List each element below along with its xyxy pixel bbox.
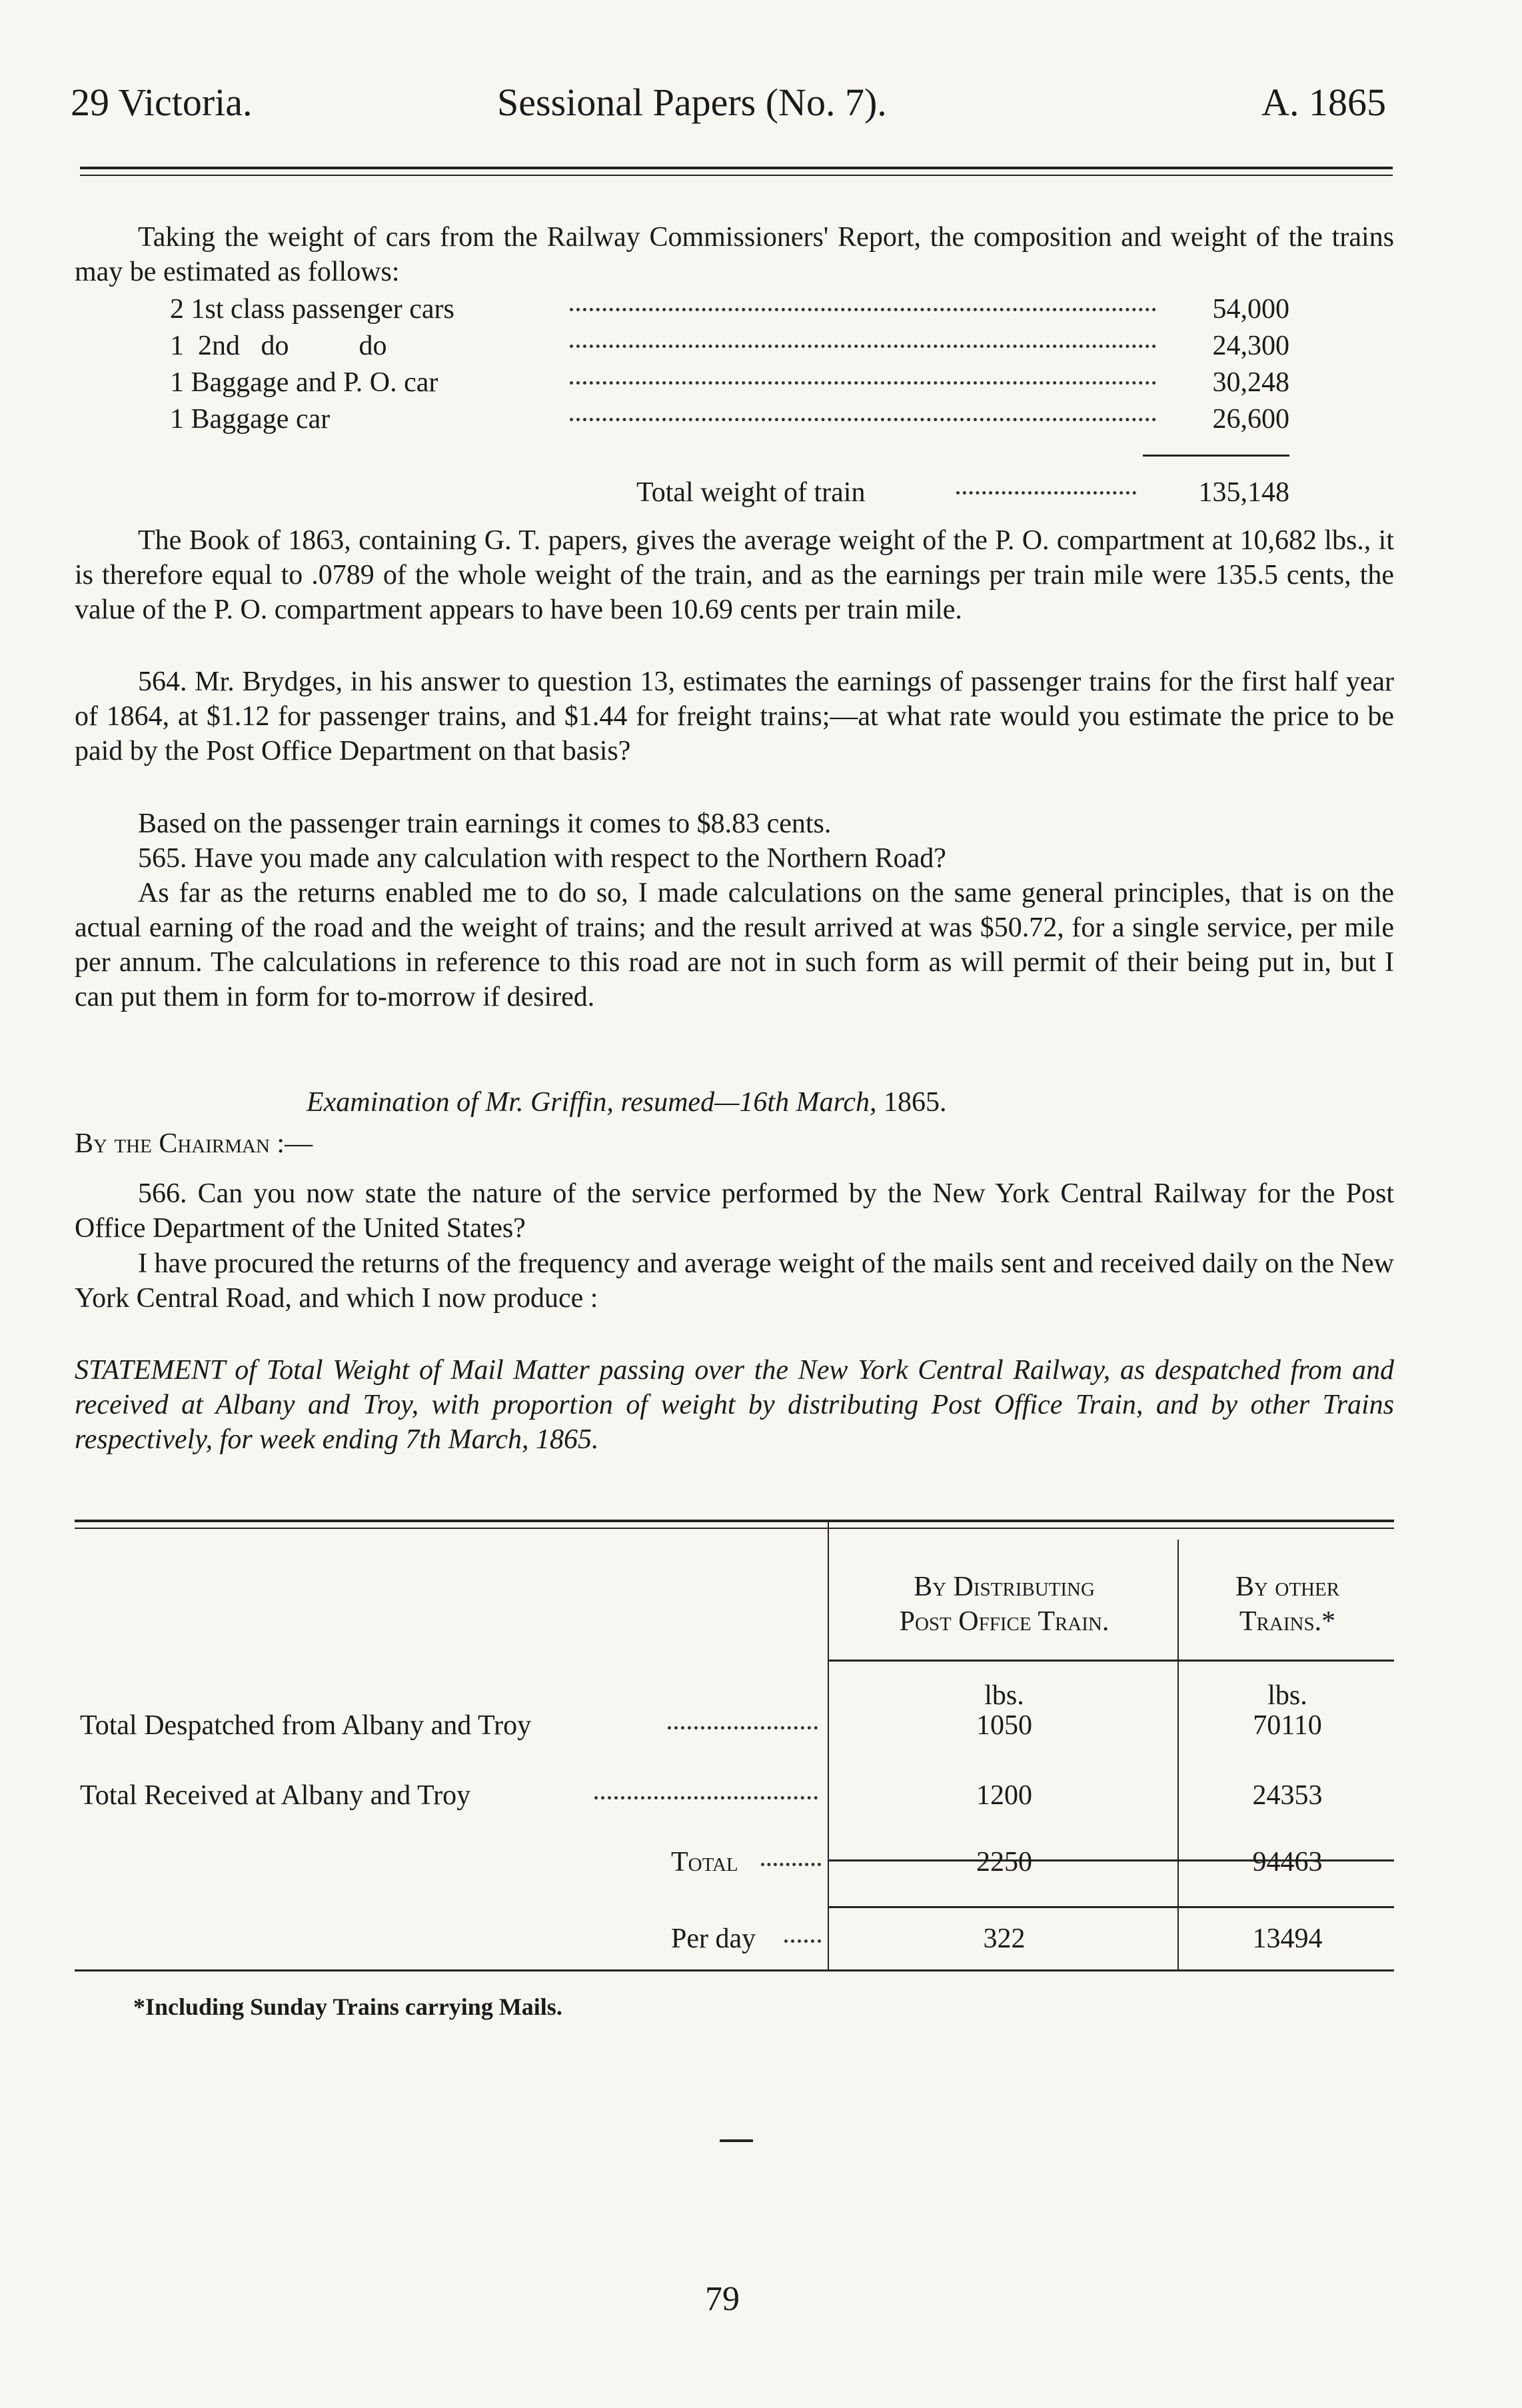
car-weight-list: [170, 293, 1289, 440]
total-weight-row: [170, 477, 1289, 513]
header-rule: [80, 167, 1393, 176]
section-dash: [720, 2139, 753, 2142]
paragraph-text: 565. Have you made any calculation with respect to the Northern Road?: [138, 843, 946, 874]
list-item: [170, 330, 1289, 367]
statement-caption: [75, 1353, 1394, 1457]
table-cell: 1050: [976, 1710, 1032, 1741]
paragraph-text: The Book of 1863, containing G. T. papers, gives the average weight of the P. O. compartment at 10,682 lbs., it is therefore equal to .0789 of the whole weight of the train, and as the earnings per train mile were 135.5 cents, the value of the P. O. compartment appears to have been 10.69 cents per train mile.: [75, 525, 1394, 625]
mail-weight-table: [75, 1520, 1394, 1986]
column-divider: [828, 1520, 829, 1969]
header-line: Post Office Train.: [899, 1606, 1110, 1637]
row-label: Total: [671, 1847, 738, 1877]
chairman-text: By the Chairman :—: [75, 1128, 313, 1159]
unit-label: lbs.: [1267, 1680, 1307, 1711]
answer-565: [75, 876, 1394, 1014]
heading-year: 1865.: [876, 1087, 947, 1118]
column-header-other: [1181, 1570, 1394, 1639]
row-label: Total Received at Albany and Troy: [80, 1780, 471, 1811]
car-value: 24,300: [1212, 331, 1289, 361]
table-cell: 2250: [976, 1847, 1032, 1877]
table-cell: 94463: [1252, 1847, 1323, 1877]
row-label: Per day: [671, 1923, 756, 1954]
list-item: [170, 477, 1289, 513]
table-bottom-rule: [75, 1969, 1394, 1971]
car-label: 1 Baggage car: [170, 404, 331, 435]
leader-dots: [784, 1939, 821, 1943]
list-item: [170, 367, 1289, 403]
leader-dots: [668, 1726, 818, 1730]
header-line: By other: [1235, 1572, 1340, 1602]
table-footnote: *Including Sunday Trains carrying Mails.: [133, 1993, 562, 2020]
table-cell: 70110: [1253, 1710, 1322, 1741]
list-item: [170, 403, 1289, 440]
leader-dots: [761, 1863, 821, 1866]
page-header: [71, 80, 1386, 140]
header-right: A. 1865: [1261, 81, 1386, 124]
question-566: [75, 1176, 1394, 1246]
header-line: Trains.*: [1239, 1606, 1336, 1637]
intro-paragraph: [75, 220, 1394, 289]
header-line: By Distributing: [914, 1572, 1095, 1602]
table-cell: 13494: [1252, 1923, 1323, 1954]
car-value: 26,600: [1212, 404, 1289, 435]
unit-label: lbs.: [984, 1680, 1024, 1711]
car-value: 54,000: [1212, 294, 1289, 325]
examination-heading: [307, 1086, 947, 1118]
leader-dots: [570, 381, 1156, 385]
total-label: Total weight of train: [636, 477, 866, 508]
car-label: 2 1st class passenger cars: [170, 294, 454, 325]
page-number: 79: [705, 2280, 740, 2318]
leader-dots: [956, 491, 1136, 495]
perday-rule: [828, 1906, 1394, 1908]
header-center: Sessional Papers (No. 7).: [497, 81, 887, 124]
car-label: 1 2nd do do: [170, 331, 387, 361]
paragraph-text: 564. Mr. Brydges, in his answer to question 13, estimates the earnings of passenger trains for the first half year of 1864, at $1.12 for passenger trains, and $1.44 for freight trains;—at what rate would you estimate the price to be paid by the Post Office Department on that basis?: [75, 666, 1394, 766]
intro-text: Taking the weight of cars from the Railway Commissioners' Report, the composition and weight of the trains may be estimated as follows:: [75, 222, 1394, 287]
header-left: 29 Victoria.: [71, 81, 253, 124]
table-cell: 1200: [976, 1780, 1032, 1811]
heading-italic-text: Examination of Mr. Griffin, resumed—16th March,: [307, 1087, 877, 1118]
table-cell: 24353: [1252, 1780, 1323, 1811]
paragraph-text: 566. Can you now state the nature of the service performed by the New York Central Railway for the Post Office Department of the United States?: [75, 1178, 1394, 1244]
paragraph-text: Based on the passenger train earnings it comes to $8.83 cents.: [138, 808, 832, 839]
question-564: [75, 664, 1394, 768]
sum-rule: [1143, 455, 1289, 457]
total-value: 135,148: [1198, 477, 1289, 508]
leader-dots: [570, 308, 1156, 311]
list-item: [170, 293, 1289, 330]
statement-text: STATEMENT of Total Weight of Mail Matter passing over the New York Central Railway, as despatched from and received at Albany and Troy, with proportion of weight by distributing Post Office Train, and by other Trains respectively, for week ending 7th March, 1865.: [75, 1355, 1394, 1455]
answer-566: [75, 1246, 1394, 1316]
table-top-rule: [828, 1520, 1394, 1529]
paragraph-text: As far as the returns enabled me to do so, I made calculations on the same general principles, that is on the actual earning of the road and the weight of trains; and the result arrived at was $50.72, for a single service, per mile per annum. The calculations in reference to this road are not in such form as will permit of their being put in, but I can put them in form for to-morrow if desired.: [75, 878, 1394, 1012]
leader-dots: [570, 418, 1156, 421]
paragraph-1863: [75, 523, 1394, 627]
row-label: Total Despatched from Albany and Troy: [80, 1710, 532, 1741]
leader-dots: [570, 345, 1156, 348]
table-cell: 322: [983, 1923, 1026, 1954]
leader-dots: [594, 1796, 818, 1800]
answer-564: [75, 806, 1394, 841]
car-value: 30,248: [1212, 367, 1289, 398]
header-rule: [828, 1660, 1394, 1662]
chairman-label: [75, 1126, 1394, 1161]
table-top-rule: [75, 1520, 828, 1529]
paragraph-text: I have procured the returns of the frequency and average weight of the mails sent and received daily on the New York Central Road, and which I now produce :: [75, 1248, 1394, 1314]
column-divider: [1177, 1540, 1179, 1969]
question-565: [75, 841, 1394, 876]
column-header-distributing: [831, 1570, 1177, 1639]
car-label: 1 Baggage and P. O. car: [170, 367, 438, 398]
